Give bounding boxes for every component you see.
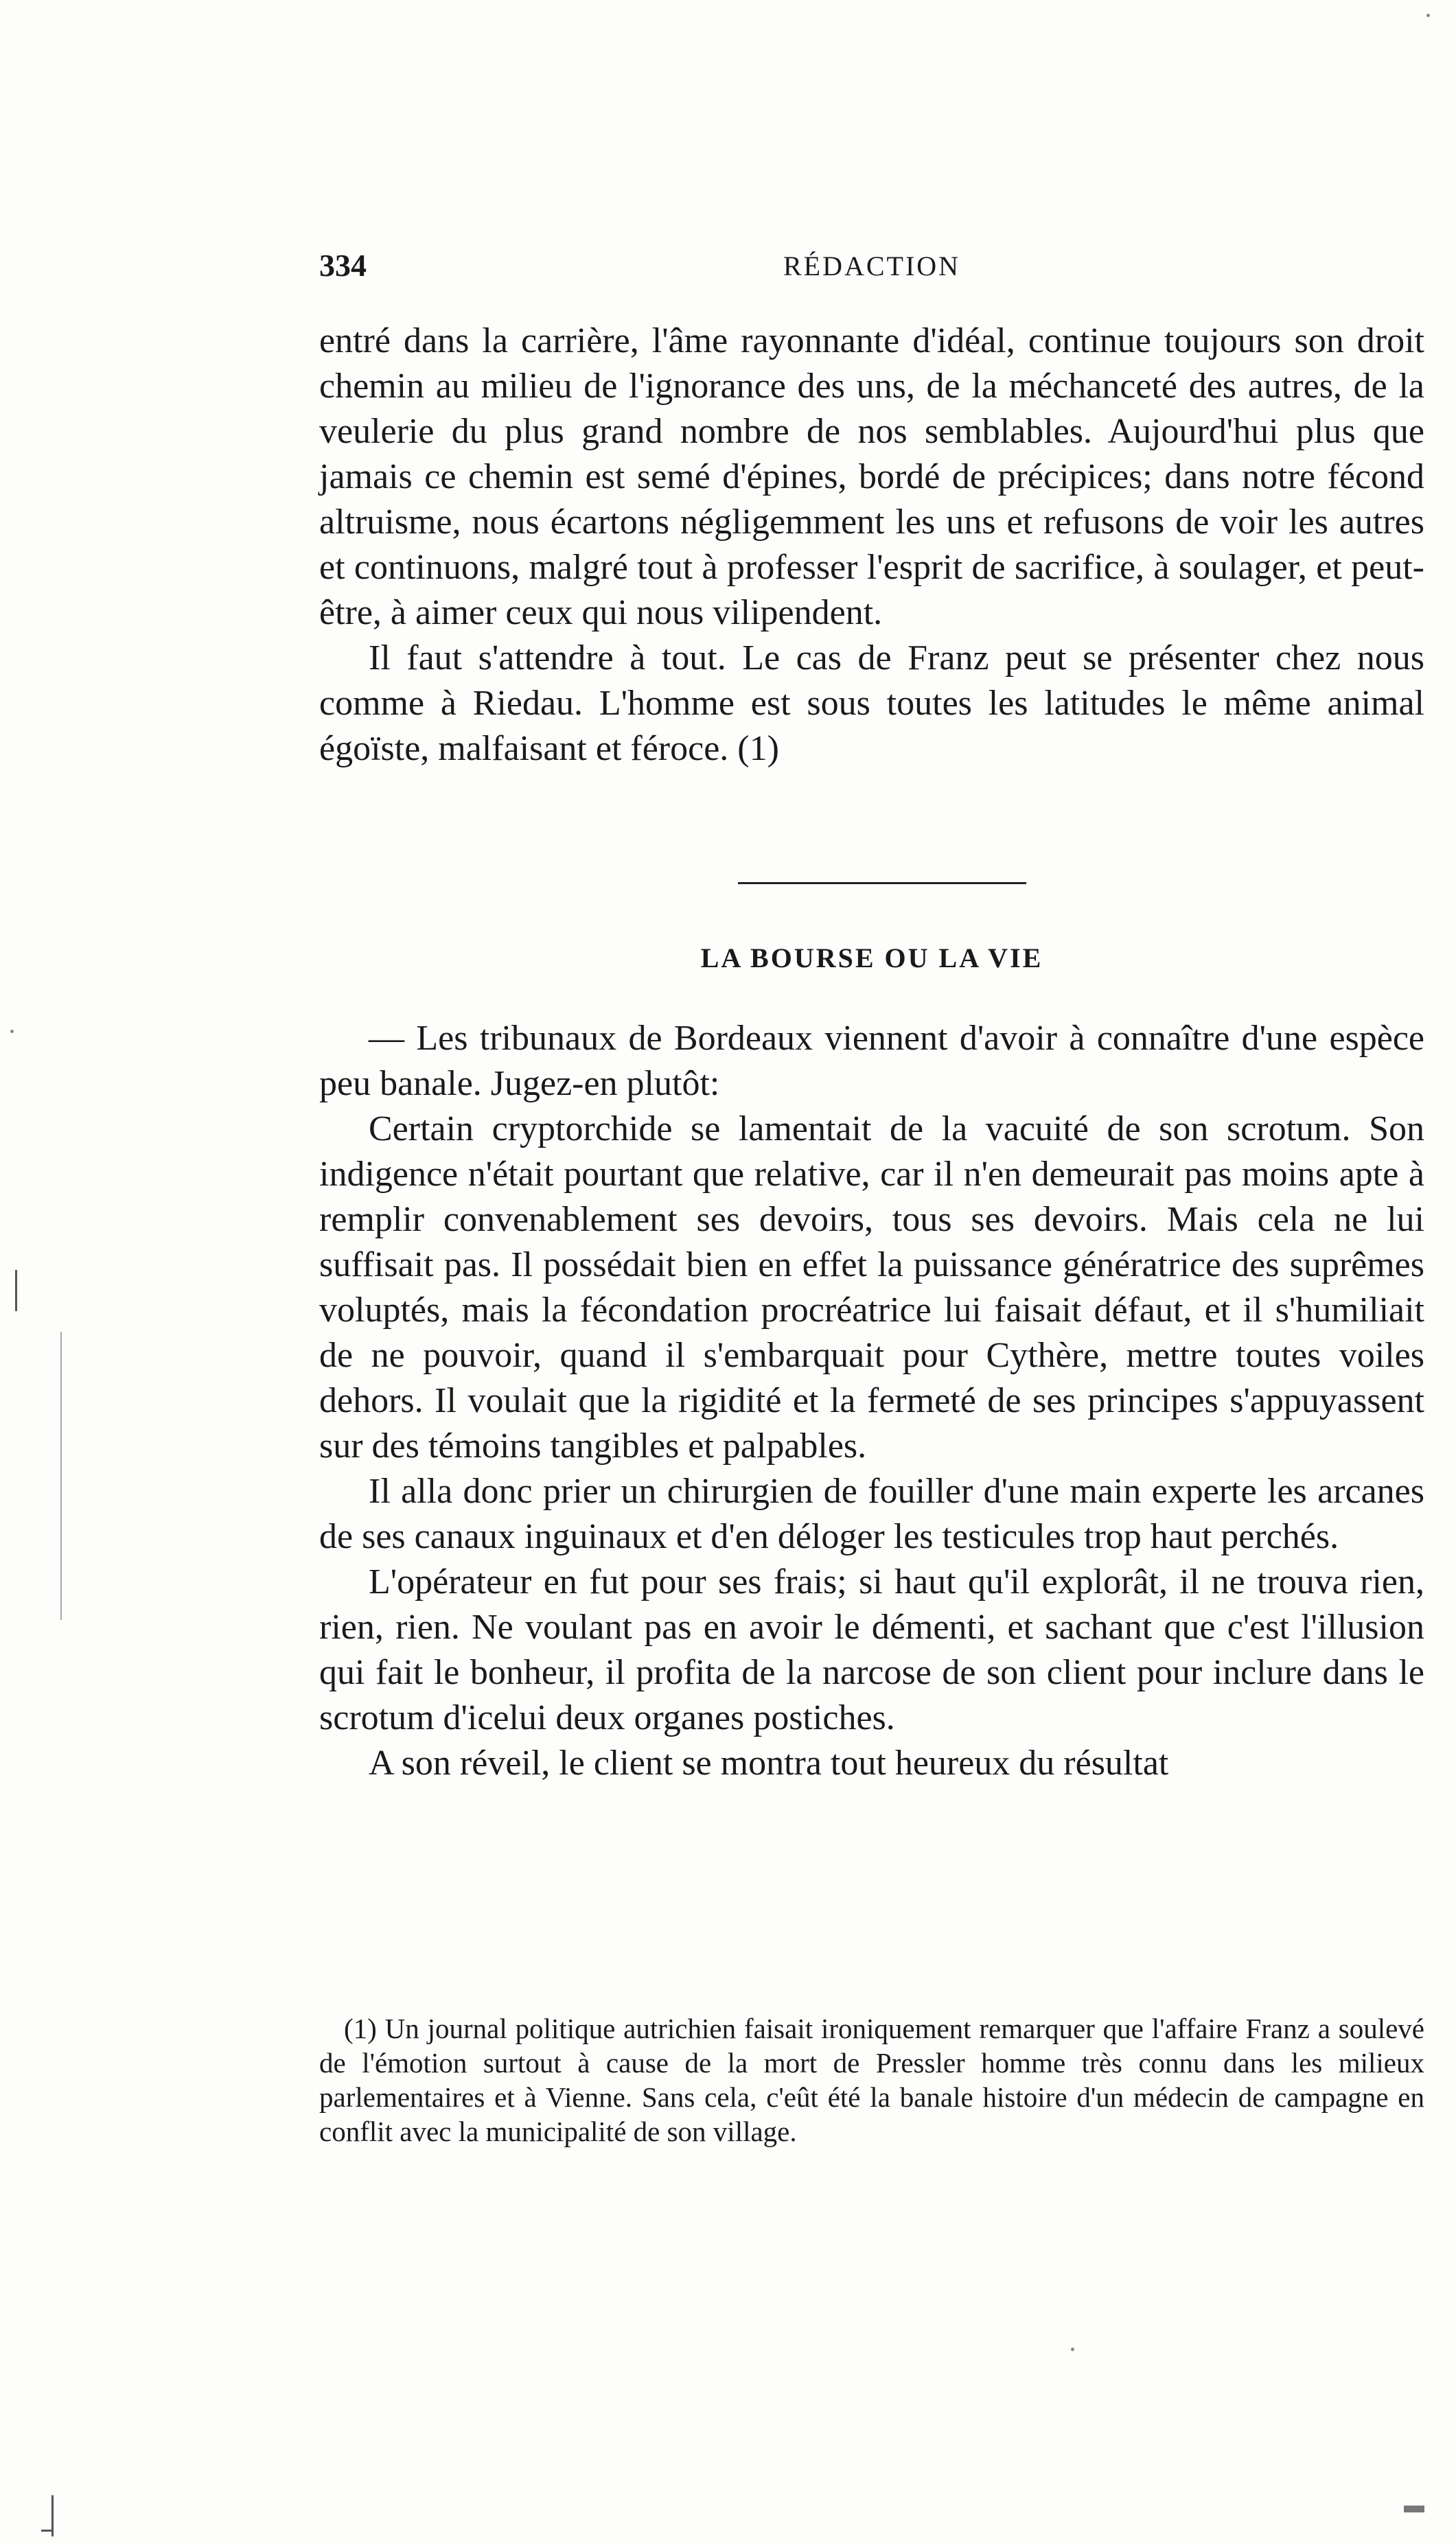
paragraph: — Les tribunaux de Bordeaux viennent d'avoir à connaître d'une espèce peu banale. Jugez-en plutôt: [319, 1019, 1424, 1103]
paragraph: Certain cryptorchide se lamentait de la vacuité de son scrotum. Son indigence n'était pourtant que relative, car il n'en demeurait pas moins apte à remplir convenablement ses devoirs, tous ses devoirs. Mais cela ne lui suffisait pas. Il possédait bien en effet la puissance génératrice des suprêmes voluptés, mais la fécondation procréatrice lui faisait défaut, et il s'humiliait de ne pouvoir, quand il s'embarquait pour Cythère, mettre toutes voiles dehors. Il voulait que la rigidité et la fermeté de ses principes s'appuyassent sur des témoins tangibles et palpables. [319, 1109, 1424, 1466]
body-text-top [319, 319, 1424, 772]
scan-mark [1404, 2506, 1424, 2512]
paragraph: A son réveil, le client se montra tout heureux du résultat [369, 1744, 1169, 1783]
section-title: LA BOURSE OU LA VIE [700, 943, 1043, 973]
running-title: RÉDACTION [783, 251, 961, 281]
section-divider [738, 882, 1026, 884]
scan-speck [1426, 14, 1430, 17]
scan-mark [60, 1332, 62, 1620]
paragraph: Il faut s'attendre à tout. Le cas de Franz peut se présenter chez nous comme à Riedau. L'homme est sous toutes les latitudes le même animal égoïste, malfaisant et féroce. (1) [319, 638, 1424, 768]
body-text-bottom [319, 1016, 1424, 1786]
paragraph: entré dans la carrière, l'âme rayonnante d'idéal, continue toujours son droit chemin au milieu de l'ignorance des uns, de la méchanceté des autres, de la veulerie du plus grand nombre de nos semblables. Aujourd'hui plus que jamais ce chemin est semé d'épines, bordé de précipices; dans notre fécond altruisme, nous écartons négligemment les uns et refusons de voir les autres et continuons, malgré tout à professer l'esprit de sacrifice, à soulager, et peut-être, à aimer ceux qui nous vilipendent. [319, 321, 1424, 632]
paragraph: L'opérateur en fut pour ses frais; si haut qu'il explorât, il ne trouva rien, rien, rien. Ne voulant pas en avoir le démenti, et sachant que c'est l'illusion qui fait le bonheur, il profita de la narcose de son client pour inclure dans le scrotum d'icelui deux organes postiches. [319, 1562, 1424, 1737]
scan-mark [41, 2530, 54, 2532]
scan-speck [1071, 2348, 1074, 2351]
footnote-text: (1) Un journal politique autrichien faisait ironiquement remarquer que l'affaire Franz a soulevé de l'émotion surtout à cause de la mort de Pressler homme très connu dans les milieux parlementaires et à Vienne. Sans cela, c'eût été la banale histoire d'un médecin de campagne en conflit avec la municipalité de son village. [319, 2013, 1424, 2147]
running-header [319, 247, 1424, 295]
scan-speck [10, 1030, 14, 1033]
page-number: 334 [319, 248, 367, 283]
paragraph: Il alla donc prier un chirurgien de fouiller d'une main experte les arcanes de ses canaux inguinaux et d'en déloger les testicules trop haut perchés. [319, 1472, 1424, 1556]
scan-mark [15, 1270, 17, 1311]
footnote [319, 2011, 1424, 2149]
